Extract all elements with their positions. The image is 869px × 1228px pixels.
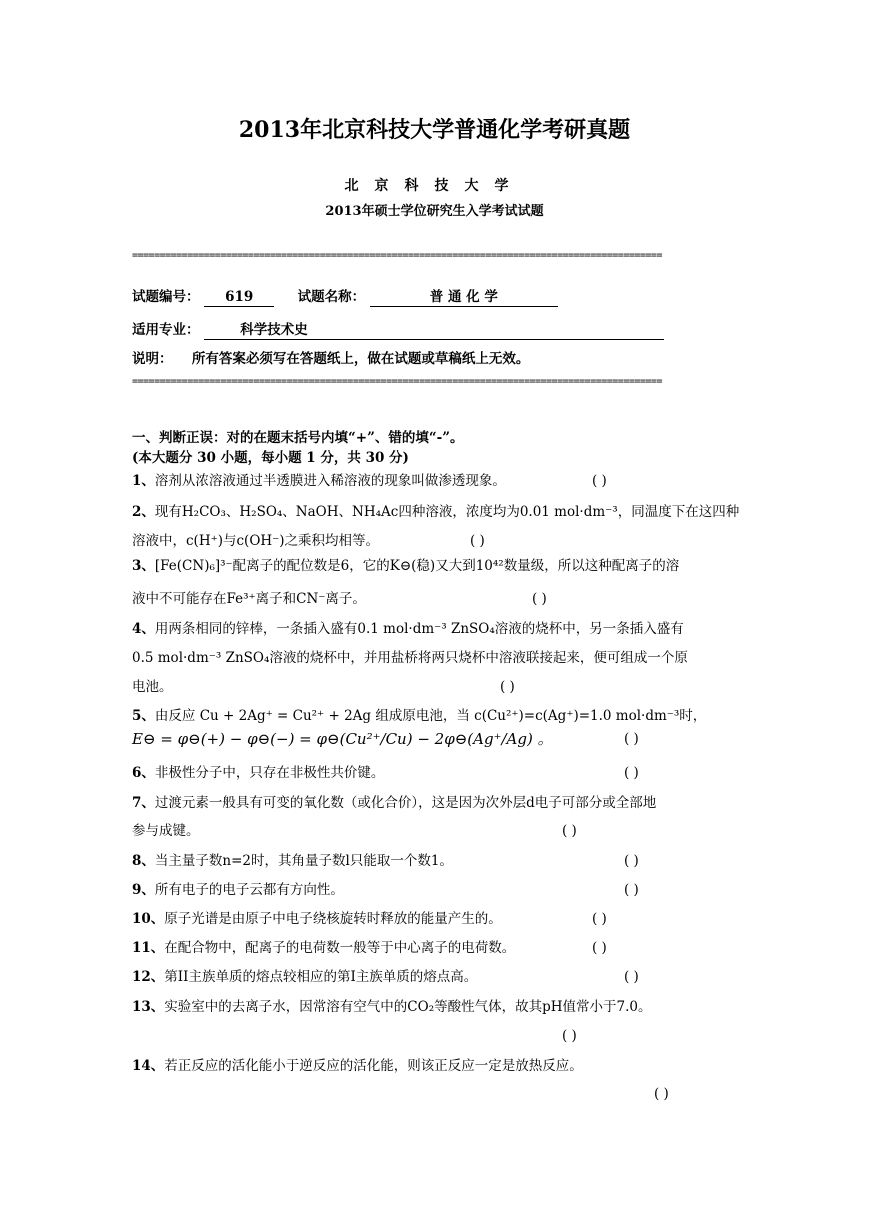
- question-14: 14、若正反应的活化能小于逆反应的活化能，则该正反应一定是放热反应。: [132, 1058, 583, 1074]
- answer-paren-5[interactable]: ( ): [624, 731, 639, 747]
- question-4-line-2: 0.5 mol·dm⁻³ ZnSO₄溶液的烧杯中，并用盐桥将两只烧杯中溶液联接起来，便可组成一个原: [132, 650, 688, 666]
- question-5-formula: E⊖ = φ⊖(+) − φ⊖(−) = φ⊖(Cu²⁺/Cu) − 2φ⊖(Ag⁺/Ag) 。: [132, 730, 553, 748]
- question-4-line-3: 电池。: [132, 679, 173, 695]
- question-10: 10、原子光谱是由原子中电子绕核旋转时释放的能量产生的。: [132, 911, 502, 927]
- exam-name: 2013年硕士学位研究生入学考试试题: [325, 204, 544, 219]
- question-3-line-2: 液中不可能存在Fe³⁺离子和CN⁻离子。: [132, 591, 366, 607]
- question-3: 3、[Fe(CN)₆]³⁻配离子的配位数是6，它的K⊖(稳)又大到10⁴²数量级，所以这种配离子的溶: [132, 558, 680, 574]
- name-label: 试题名称：: [297, 289, 366, 305]
- section-heading: 一、判断正误：对的在题末括号内填“+”、错的填“-”。: [132, 430, 464, 446]
- answer-paren-12[interactable]: ( ): [624, 969, 639, 985]
- exam-code-row: [132, 285, 558, 307]
- note-row: [132, 347, 529, 367]
- note-label: 说明：: [132, 351, 173, 367]
- note-value: 所有答案必须写在答题纸上，做在试题或草稿纸上无效。: [191, 351, 530, 367]
- major-label: 适用专业：: [132, 322, 200, 338]
- answer-paren-11[interactable]: ( ): [592, 940, 607, 956]
- question-7-line-2: 参与成键。: [132, 823, 200, 839]
- section-subheading: (本大题分 30 小题，每小题 1 分，共 30 分): [132, 450, 409, 466]
- question-1: 1、溶剂从浓溶液通过半透膜进入稀溶液的现象叫做渗透现象。: [132, 473, 506, 489]
- separator-bottom: ================================================================================================: [132, 376, 662, 387]
- code-value: 619: [204, 289, 274, 307]
- page-title: 2013年北京科技大学普通化学考研真题: [238, 117, 631, 143]
- answer-paren-3[interactable]: ( ): [532, 591, 547, 607]
- question-13: 13、实验室中的去离子水，因常溶有空气中的CO₂等酸性气体，故其pH值常小于7.0。: [132, 999, 652, 1015]
- question-7: 7、过渡元素一般具有可变的氧化数（或化合价），这是因为次外层d电子可部分或全部地: [132, 795, 657, 811]
- question-2: 2、现有H₂CO₃、H₂SO₄、NaOH、NH₄Ac四种溶液，浓度均为0.01 mol·dm⁻³，同温度下在这四种: [132, 504, 740, 520]
- question-5: 5、由反应 Cu + 2Ag⁺ = Cu²⁺ + 2Ag 组成原电池，当 c(Cu²⁺)=c(Ag⁺)=1.0 mol·dm⁻³时，: [132, 708, 707, 724]
- name-value: 普 通 化 学: [370, 289, 558, 307]
- question-8: 8、当主量子数n=2时，其角量子数l只能取一个数1。: [132, 853, 453, 869]
- code-label: 试题编号：: [132, 289, 200, 305]
- answer-paren-13[interactable]: ( ): [562, 1028, 577, 1044]
- question-11: 11、在配合物中，配离子的电荷数一般等于中心离子的电荷数。: [132, 940, 516, 956]
- answer-paren-14[interactable]: ( ): [654, 1086, 669, 1102]
- university-name: 北京科技大学: [344, 178, 525, 194]
- major-value: 科学技术史: [240, 322, 308, 338]
- answer-paren-1[interactable]: ( ): [592, 473, 607, 489]
- question-4: 4、用两条相同的锌棒，一条插入盛有0.1 mol·dm⁻³ ZnSO₄溶液的烧杯中，另一条插入盛有: [132, 621, 684, 637]
- major-row: [132, 318, 664, 340]
- question-2-line-2: 溶液中，c(H⁺)与c(OH⁻)之乘积均相等。: [132, 533, 380, 549]
- question-9: 9、所有电子的电子云都有方向性。: [132, 882, 344, 898]
- answer-paren-7[interactable]: ( ): [562, 823, 577, 839]
- separator-top: ================================================================================================: [132, 250, 662, 261]
- answer-paren-10[interactable]: ( ): [592, 911, 607, 927]
- answer-paren-9[interactable]: ( ): [624, 882, 639, 898]
- answer-paren-6[interactable]: ( ): [624, 765, 639, 781]
- answer-paren-8[interactable]: ( ): [624, 853, 639, 869]
- question-12: 12、第II主族单质的熔点较相应的第I主族单质的熔点高。: [132, 969, 478, 985]
- answer-paren-2[interactable]: ( ): [470, 533, 485, 549]
- question-6: 6、非极性分子中，只存在非极性共价键。: [132, 765, 385, 781]
- answer-paren-4[interactable]: ( ): [500, 679, 515, 695]
